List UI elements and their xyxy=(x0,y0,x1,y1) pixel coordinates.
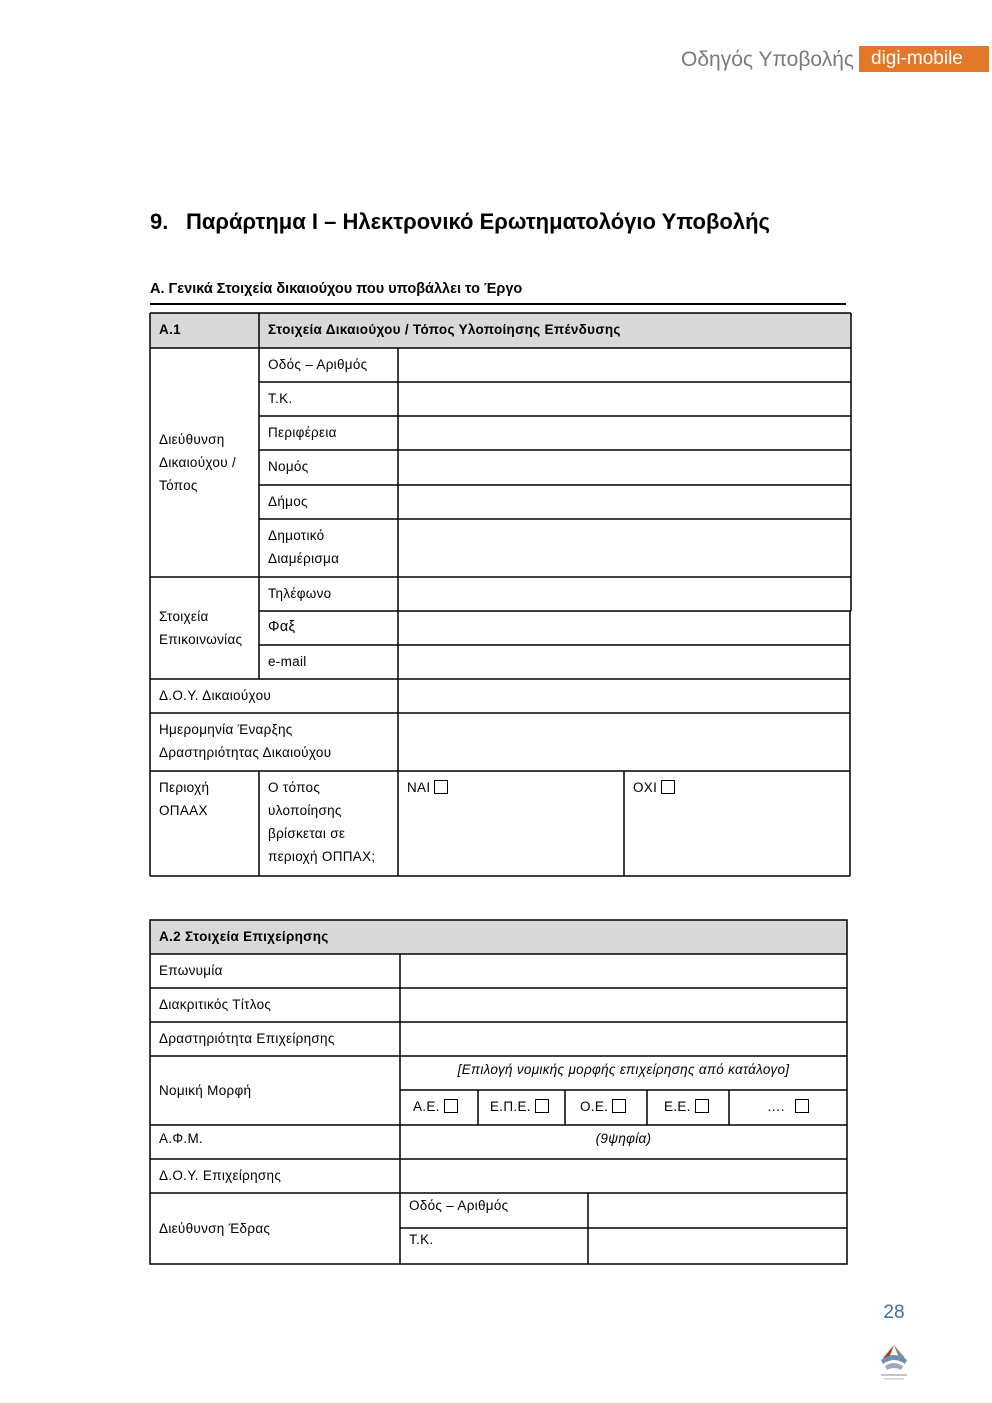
field-label-hq-address xyxy=(150,1193,400,1264)
contact-group-text: Στοιχεία Επικοινωνίας xyxy=(159,609,243,647)
legal-form-text: Νομική Μορφή xyxy=(159,1083,252,1098)
table-a1-code: Α.1 xyxy=(159,322,181,337)
oe-checkbox[interactable] xyxy=(612,1099,626,1113)
ee-checkbox[interactable] xyxy=(695,1099,709,1113)
hq-address-text: Διεύθυνση Έδρας xyxy=(159,1221,271,1236)
header-title: Οδηγός Υποβολής xyxy=(681,48,854,71)
option-yes-label: ΝΑΙ xyxy=(407,780,431,795)
field-value-company-tax-office[interactable] xyxy=(400,1159,847,1193)
legal-form-option-ee[interactable] xyxy=(647,1090,729,1125)
table-a1-heading: Στοιχεία Δικαιούχου / Τόπος Υλοποίησης Επένδυσης xyxy=(268,322,621,337)
legal-form-option-label: Α.Ε. xyxy=(413,1099,440,1114)
section-title-text: Παράρτημα Ι – Ηλεκτρονικό Ερωτηματολόγιο Υποβολής xyxy=(186,209,770,234)
ae-checkbox[interactable] xyxy=(444,1099,458,1113)
field-label-hq-street: Οδός – Αριθμός xyxy=(409,1198,509,1213)
field-label-activity: Δραστηριότητα Επιχείρησης xyxy=(159,1031,335,1046)
field-label-municipality: Δήμος xyxy=(268,494,308,509)
field-label-distinctive-title: Διακριτικός Τίτλος xyxy=(159,997,272,1012)
field-label-hq-postcode: Τ.Κ. xyxy=(409,1232,434,1247)
field-label-company-name: Επωνυμία xyxy=(159,963,223,978)
field-value-hq-postcode[interactable] xyxy=(588,1228,847,1264)
field-label-beneficiary-tax-office: Δ.Ο.Υ. Δικαιούχου xyxy=(159,688,272,703)
legal-form-option-label: Ε.Ε. xyxy=(664,1099,691,1114)
field-label-street: Οδός – Αριθμός xyxy=(268,357,368,372)
header-badge: digi-mobile xyxy=(859,46,989,72)
field-label-postcode: Τ.Κ. xyxy=(268,391,293,406)
field-label-legal-form xyxy=(150,1056,400,1125)
option-no-label: ΟΧΙ xyxy=(633,780,658,795)
field-label-vat: Α.Φ.Μ. xyxy=(159,1131,204,1146)
field-value-hq-street[interactable] xyxy=(588,1193,847,1228)
field-value-activity[interactable] xyxy=(400,1022,847,1056)
section-number: 9. xyxy=(150,209,169,234)
legal-form-hint: [Επιλογή νομικής μορφής επιχείρησης από κατάλογο] xyxy=(457,1062,790,1077)
epe-checkbox[interactable] xyxy=(535,1099,549,1113)
field-label-district: Δημοτικό Διαμέρισμα xyxy=(268,528,340,566)
address-group-text: Διεύθυνση Δικαιούχου / Τόπος xyxy=(159,432,237,493)
field-label-area: Περιοχή ΟΠΑΑΧ xyxy=(159,780,210,818)
publisher-logo-icon xyxy=(875,1342,913,1382)
field-label-fax: Φαξ xyxy=(268,619,296,635)
field-value-distinctive-title[interactable] xyxy=(400,988,847,1022)
legal-form-option-ae[interactable] xyxy=(400,1090,478,1125)
other-checkbox[interactable] xyxy=(795,1099,809,1113)
legal-form-option-epe[interactable] xyxy=(478,1090,565,1125)
field-label-email: e-mail xyxy=(268,654,307,669)
field-label-start-date: Ημερομηνία Έναρξης Δραστηριότητας Δικαιούχου xyxy=(159,722,332,760)
legal-form-option-label: Ο.Ε. xyxy=(580,1099,609,1114)
legal-form-option-label: …. xyxy=(767,1099,785,1114)
field-label-phone: Τηλέφωνο xyxy=(268,586,332,601)
page-number: 28 xyxy=(883,1302,905,1323)
subsection-title: Α. Γενικά Στοιχεία δικαιούχου που υποβάλλει το Έργο xyxy=(150,278,846,305)
legal-form-option-label: Ε.Π.Ε. xyxy=(490,1099,531,1114)
field-value-vat[interactable]: (9ψηφία) xyxy=(595,1131,652,1146)
field-value-company-name[interactable] xyxy=(400,954,847,988)
field-label-company-tax-office: Δ.Ο.Υ. Επιχείρησης xyxy=(159,1168,282,1183)
field-label-region: Περιφέρεια xyxy=(268,425,337,440)
legal-form-option-oe[interactable] xyxy=(565,1090,647,1125)
field-label-area-question: Ο τόπος υλοποίησης βρίσκεται σε περιοχή ΟΠΠΑΧ; xyxy=(268,780,376,864)
field-label-prefecture: Νομός xyxy=(268,459,309,474)
table-a2-heading: Α.2 Στοιχεία Επιχείρησης xyxy=(159,929,329,944)
legal-form-option-other[interactable] xyxy=(729,1090,847,1125)
